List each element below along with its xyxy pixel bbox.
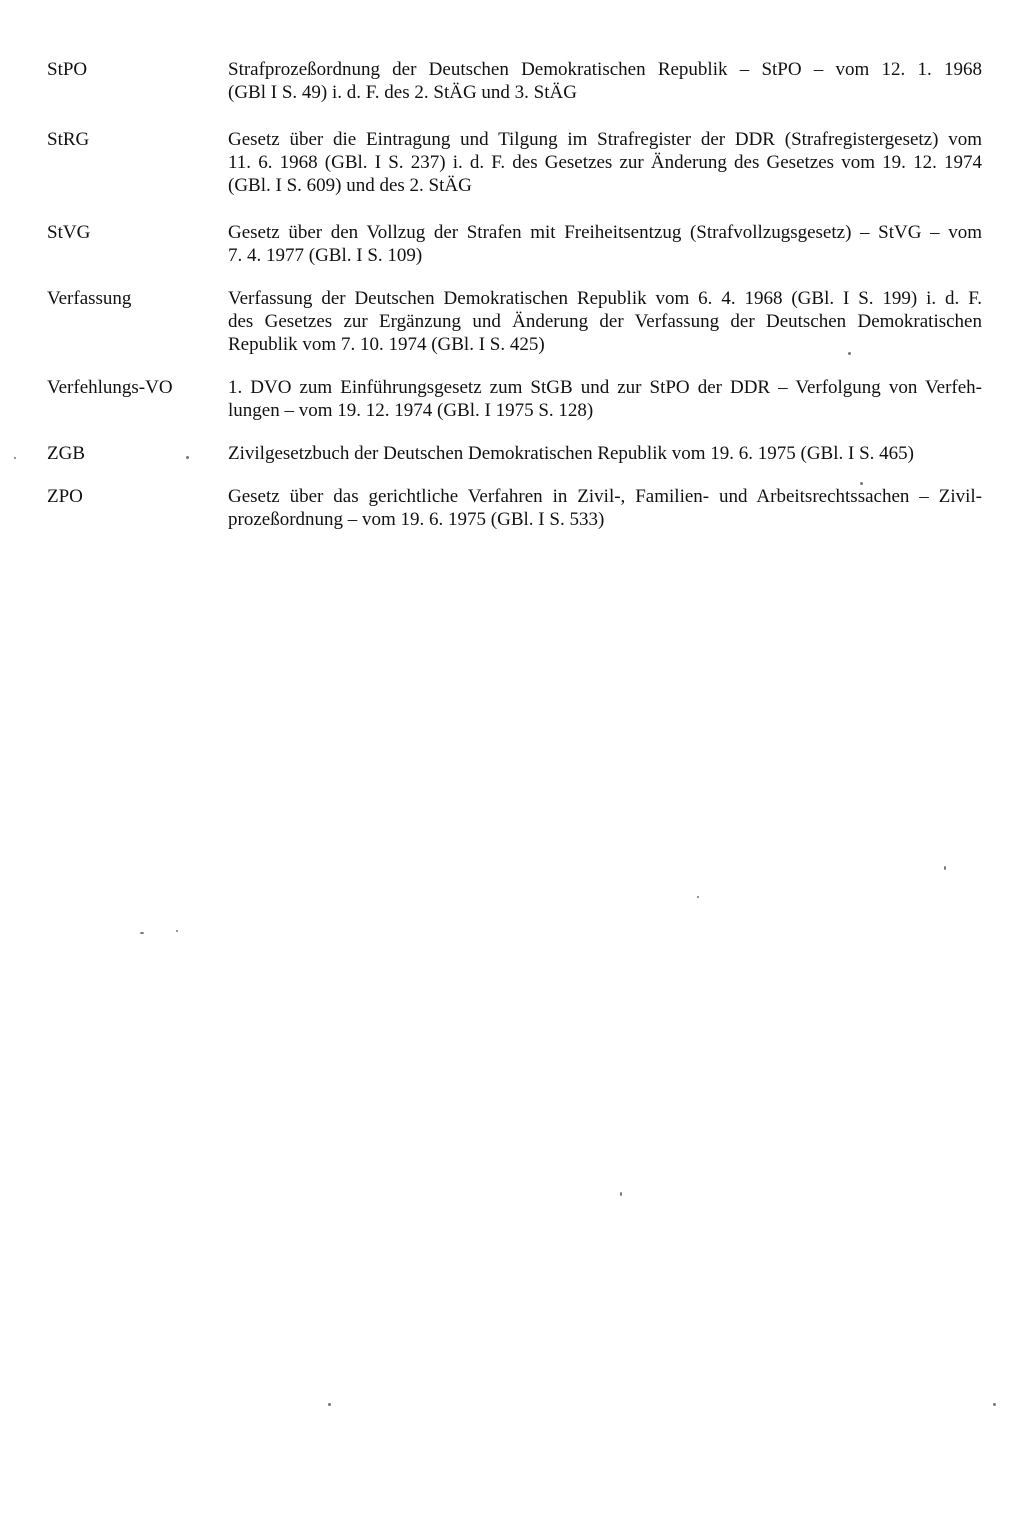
abbreviation-entry-stvg — [47, 221, 982, 267]
abbreviation-entry-zgb — [47, 442, 982, 465]
scan-speck — [697, 896, 699, 898]
description-line: Republik vom 7. 10. 1974 (GBl. I S. 425) — [228, 334, 545, 355]
description-line: 11. 6. 1968 (GBl. I S. 237) i. d. F. des Gesetzes zur Änderung des Gesetzes vom 19. 12. 1974 — [228, 152, 982, 173]
abbreviation-term: ZPO — [47, 486, 83, 507]
abbreviation-description — [228, 442, 982, 465]
scan-speck — [328, 1403, 331, 1406]
scan-speck — [140, 932, 144, 934]
abbreviation-description — [228, 376, 982, 422]
description-line: (GBl. I S. 609) und des 2. StÄG — [228, 175, 472, 196]
description-line: Zivilgesetzbuch der Deutschen Demokratischen Republik vom 19. 6. 1975 (GBl. I S. 465) — [228, 443, 914, 464]
abbreviation-description — [228, 221, 982, 267]
abbreviation-term: ZGB — [47, 443, 85, 464]
scan-speck — [176, 930, 178, 932]
description-line: Strafprozeßordnung der Deutschen Demokratischen Republik – StPO – vom 12. 1. 1968 — [228, 59, 982, 80]
abbreviation-entry-zpo — [47, 485, 982, 531]
description-line: Gesetz über das gerichtliche Verfahren in Zivil-, Familien- und Arbeitsrechtssachen – Zivil- — [228, 486, 982, 507]
scan-speck — [620, 1192, 622, 1196]
abbreviation-term: StRG — [47, 129, 90, 150]
abbreviation-list — [47, 58, 982, 549]
abbreviation-entry-verfehlungs-vo — [47, 376, 982, 422]
description-line: (GBl I S. 49) i. d. F. des 2. StÄG und 3. StÄG — [228, 82, 577, 103]
abbreviation-entry-stpo — [47, 58, 982, 104]
description-line: lungen – vom 19. 12. 1974 (GBl. I 1975 S. 128) — [228, 400, 594, 421]
description-line: des Gesetzes zur Ergänzung und Änderung der Verfassung der Deutschen Demokratischen — [228, 311, 982, 332]
abbreviation-term: Verfehlungs-VO — [47, 377, 173, 398]
description-line: Gesetz über die Eintragung und Tilgung im Strafregister der DDR (Strafregistergesetz) vom — [228, 129, 982, 150]
description-line: Gesetz über den Vollzug der Strafen mit Freiheitsentzug (Strafvollzugsgesetz) – StVG – vom — [228, 222, 982, 243]
description-line: 1. DVO zum Einführungsgesetz zum StGB und zur StPO der DDR – Verfolgung von Verfeh- — [228, 377, 982, 398]
abbreviation-description — [228, 287, 982, 356]
description-line: prozeßordnung – vom 19. 6. 1975 (GBl. I S. 533) — [228, 509, 605, 530]
scan-speck — [848, 352, 851, 355]
abbreviation-term: StVG — [47, 222, 91, 243]
abbreviation-term: StPO — [47, 59, 88, 80]
abbreviation-description — [228, 485, 982, 531]
description-line: Verfassung der Deutschen Demokratischen Republik vom 6. 4. 1968 (GBl. I S. 199) i. d. F. — [228, 288, 982, 309]
scan-speck — [993, 1403, 996, 1406]
scan-speck — [14, 457, 16, 459]
abbreviation-entry-verfassung — [47, 287, 982, 356]
scan-speck — [860, 482, 863, 485]
description-line: 7. 4. 1977 (GBl. I S. 109) — [228, 245, 423, 266]
abbreviation-description — [228, 58, 982, 104]
scan-speck — [944, 866, 946, 870]
abbreviation-description — [228, 128, 982, 197]
abbreviation-term: Verfassung — [47, 288, 132, 309]
scan-speck — [186, 456, 189, 459]
abbreviation-entry-strg — [47, 128, 982, 197]
